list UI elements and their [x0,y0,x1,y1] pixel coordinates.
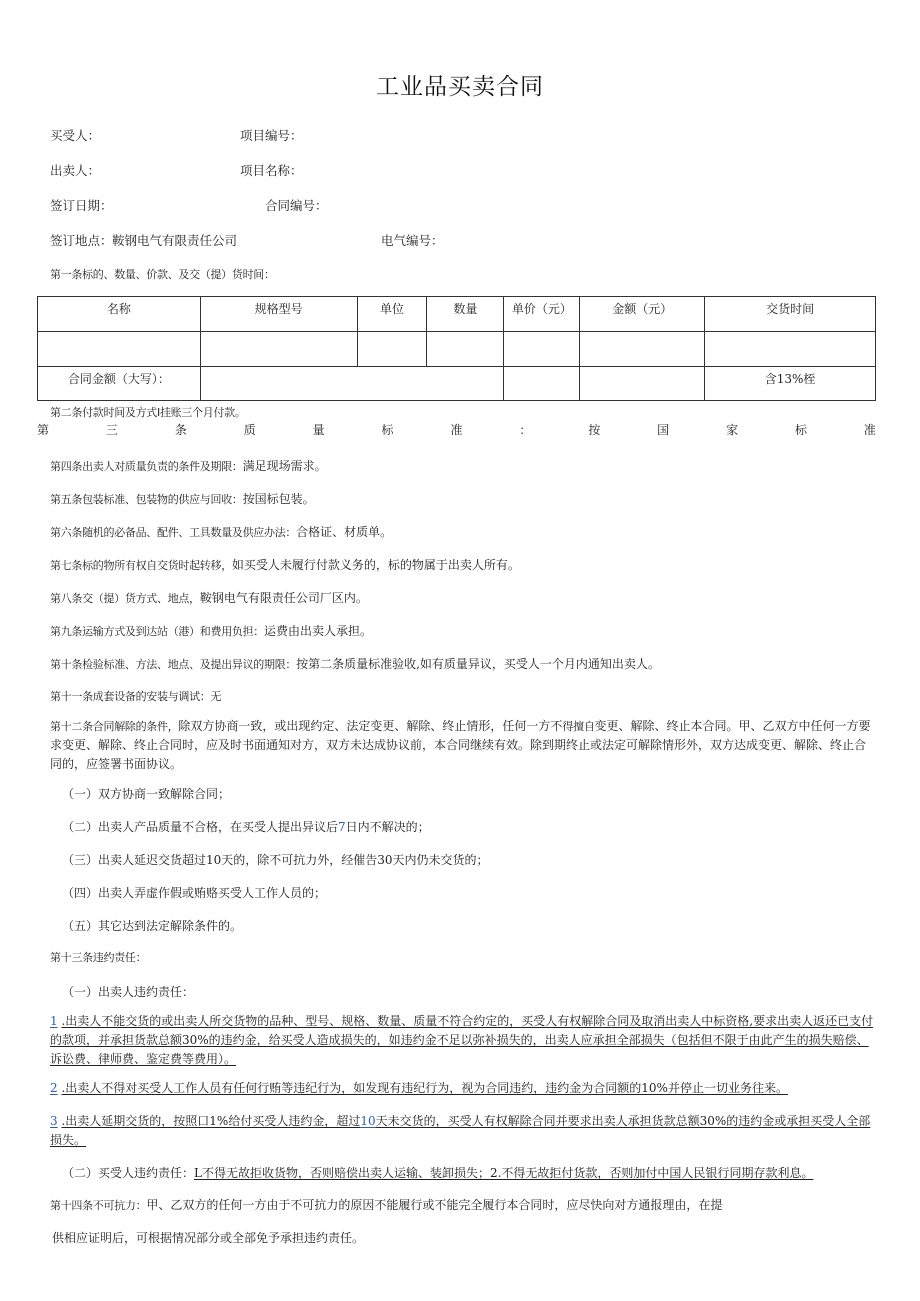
clause-6-text: 合格证、材质单。 [296,525,393,539]
table-cell[interactable] [427,332,504,367]
total-label: 合同金额（大写）： [38,367,201,401]
clause-3-char: 标 [381,423,394,437]
electric-no-label: 电气编号： [381,233,444,248]
buyer-liability-text: L不得无故拒收货物，否则赔偿出卖人运输、装卸损失；2.不得无故拒付货款，否则加付中国人民银行同期存款利息。 [194,1166,814,1180]
clause-4-text: 满足现场需求。 [242,459,327,473]
clause-6 [50,523,876,540]
table-row [38,332,876,367]
clause-12-text-2: 变更、解除、终止本合同。甲、乙双方中任何一方要求变更、解除、终止合同时，应及时书面通知对方，双方未达成协议前，本合同继续有效。除到期终止或法定可解除情形外，双方达成变更、解除、终止合同的，应签署书面协议。 [50,719,871,771]
termination-1: （一）双方协商一致解除合同； [62,787,231,801]
liability-item-3 [50,1112,876,1150]
clause-5 [50,490,876,507]
col-unit: 单位 [357,297,427,332]
clause-4-label: 第四条出卖人对质量负责的条件及期限： [50,460,243,473]
clause-8-text: 鞍钢电气有限责任公司厂区内。 [199,591,368,605]
clause-3-char: 量 [312,423,325,437]
table-cell[interactable] [504,367,580,401]
clause-3-char: 家 [726,423,739,437]
termination-2-days: 7 [338,820,346,834]
clause-9-label: 第九条运输方式及到达站（港）和费用负担： [50,625,264,638]
table-cell[interactable] [38,332,201,367]
clause-3-char: 标 [794,423,807,437]
clause-10-text: 按第二条质量标准验收,如有质量异议，买受人一个月内通知出卖人。 [296,657,660,671]
col-spec: 规格型号 [200,297,357,332]
clause-3-char: 质 [243,423,256,437]
item-3-text: .出卖人延期交货的，按照口1%给付买受人违约金，超过 [61,1114,361,1128]
clause-3-char: 三 [105,423,118,437]
seller-liability-label: （一）出卖人违约责任： [62,985,195,999]
item-3-days: 10 [360,1114,376,1128]
col-qty: 数量 [427,297,504,332]
goods-table [37,296,876,401]
contract-no-label: 合同编号： [265,198,328,213]
project-no-label: 项目编号： [240,128,303,143]
item-3-text-2: 天未交货的，买受人有权解除合同并要求出卖人承担货款总额30%的违约金或承担买受人全部损失。 [50,1114,871,1147]
table-cell[interactable] [504,332,580,367]
clause-14 [50,1196,876,1213]
table-cell[interactable] [200,332,357,367]
clause-7-label: 第七条标的物所有权自交货时起转移， [50,559,232,572]
clause-12 [50,717,876,774]
clause-12-label: 第十二条合同解除的条件， [50,720,179,733]
liability-item-1 [50,1012,876,1069]
clause-3-char: 国 [657,423,670,437]
item-1-num: 1 [50,1014,58,1028]
total-value[interactable] [200,367,504,401]
clause-11-label: 第十一条成套设备的安装与调试： [50,690,211,703]
clause-10 [50,655,876,672]
clause-3-char: ： [519,423,532,437]
clause-3-char: 准 [450,423,463,437]
clause-6-label: 第六条随机的必备品、配件、工具数量及供应办法： [50,526,297,539]
item-2-num: 2 [50,1081,58,1095]
clause-3-char: 按 [588,423,601,437]
clause-2 [50,404,876,420]
clause-13-label: 第十三条违约责任： [50,951,147,964]
clause-13 [50,949,876,965]
clause-12-mid: 得擅自 [562,720,595,733]
col-delivery: 交货时间 [705,297,876,332]
sign-place-label: 签订地点： [50,233,113,248]
clause-7 [50,556,876,573]
clause-7-text: 如买受人未履行付款义务的，标的物属于出卖人所有。 [231,558,520,572]
clause-3-char: 准 [863,423,876,437]
clause-14-continued: 供相应证明后，可根据情况部分或全部免予承担违约责任。 [52,1231,365,1245]
col-unit-price: 单价（元） [504,297,580,332]
clause-1 [50,266,876,282]
sign-date-label: 签订日期： [50,198,113,213]
termination-2 [62,818,888,835]
buyer-label: 买受人： [50,128,101,143]
table-cell[interactable] [705,332,876,367]
clause-3-char: 条 [174,423,187,437]
clause-4 [50,457,876,474]
table-header-row [38,297,876,332]
buyer-liability [62,1164,876,1181]
page-title: 工业品买卖合同 [376,74,544,100]
table-total-row [38,367,876,401]
table-cell[interactable] [580,332,705,367]
clause-5-text: 按国标包装。 [242,492,315,506]
buyer-liability-label: （二）买受人违约责任： [62,1166,195,1180]
clause-3 [37,421,876,438]
item-1-text: .出卖人不能交货的或出卖人所交货物的品种、型号、规格、数量、质量不符合约定的，买受人有权解除合同及取消出卖人中标资格,要求出卖人返还已支付的款项，并承担货款总额30%的违约金，给买受人造成损失的，如违约金不足以弥补损失的，出卖人应承担全部损失（包括但不限于由此产生的损失赔偿、诉讼费、律师费、鉴定费等费用）。 [50,1014,874,1066]
project-name-label: 项目名称： [240,163,303,178]
clause-9 [50,622,876,639]
clause-12-text: 除双方协商一致，或出现约定、法定变更、解除、终止情形，任何一方不 [178,719,563,733]
seller-label: 出卖人： [50,163,101,178]
item-2-text: .出卖人不得对买受人工作人员有任何行贿等违纪行为，如发现有违纪行为，视为合同违约，违约金为合同额的10%并停止一切业务往来。 [61,1081,788,1095]
sign-place-value: 鞍钢电气有限责任公司 [112,233,238,248]
table-cell[interactable] [357,332,427,367]
termination-2-text: （二）出卖人产品质量不合格，在买受人提出异议后 [62,820,339,834]
termination-2-suffix: 日内不解决的； [345,820,430,834]
termination-3: （三）出卖人延迟交货超过10天的，除不可抗力外，经催告30天内仍未交货的； [62,853,489,867]
liability-item-2 [50,1079,876,1098]
clause-8-label: 第八条交（提）货方式、地点， [50,592,200,605]
termination-5: （五）其它达到法定解除条件的。 [62,919,243,933]
clause-14-label: 第十四条不可抗力： [50,1199,147,1212]
clause-11 [50,688,876,704]
col-name: 名称 [38,297,201,332]
clause-5-label: 第五条包装标准、包装物的供应与回收： [50,493,243,506]
col-amount: 金额（元） [580,297,705,332]
clause-14-text: 甲、乙双方的任何一方由于不可抗力的原因不能履行或不能完全履行本合同时，应尽快向对方通报理由，在提 [146,1198,723,1212]
termination-4: （四）出卖人弄虚作假或贿赂买受人工作人员的； [62,886,327,900]
clause-1-label: 第一条标的、数量、价款、及交（提）货时间： [50,268,275,281]
clause-2-text: 第二条付款时间及方式Ⅰ挂账三个月付款。 [50,406,246,419]
clause-8 [50,589,876,606]
clause-10-label: 第十条检验标准、方法、地点、及提出异议的期限： [50,658,297,671]
clause-3-char: 第 [37,423,50,437]
tax-note: 含13%桎 [705,367,876,401]
table-cell[interactable] [580,367,705,401]
clause-9-text: 运费由出卖人承担。 [264,624,373,638]
item-3-num: 3 [50,1114,58,1128]
clause-11-text: 无 [210,690,222,703]
